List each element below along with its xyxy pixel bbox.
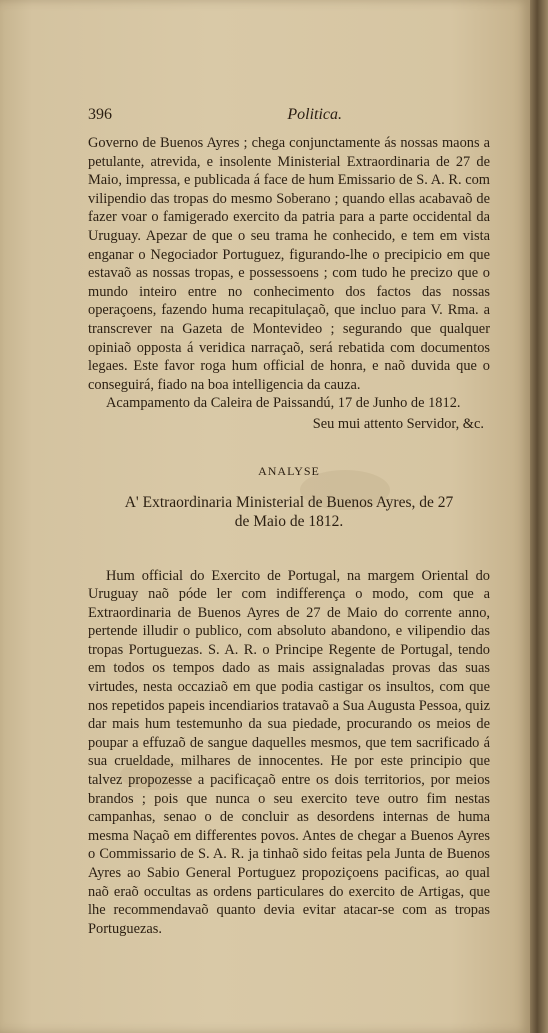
analysis-title-line-1: A' Extraordinaria Ministerial de Buenos Ayres, de 27 (124, 493, 454, 511)
letter-dateline: Acampamento da Caleira de Paissandú, 17 de Junho de 1812. (106, 395, 461, 412)
analysis-title (88, 493, 490, 531)
page-header (88, 106, 490, 124)
book-spine (530, 0, 548, 1033)
page-number: 396 (88, 106, 112, 123)
running-head: Politica. (287, 106, 342, 123)
letter-body: Governo de Buenos Ayres ; chega conjunctamente ás nossas maons a petulante, atrevida, e insolente Ministerial Extraordinaria de 27 de Maio, impressa, e publicada á face de hum Emissario de S. A. R. com vilipendio das tropas do mesmo Soberano ; quando ellas acabavaõ de fazer voar o famigerado exercito da patria para a parte occidental da Uruguay. Apezar de que o seu trama he conhecido, e tem em vista enganar o Negociador Portuguez, figurando-lhe o precipicio em que estavaõ as nossas tropas, e possessoens ; com tudo he precizo que o mundo inteiro entre no conhecimento dos factos das nossas operaçoens, fazendo huma recapitulaçaõ, que incluo para V. Rma. a transcrever na Gazeta de Montevideo ; segurando que qualquer opiniaõ opposta á veridica narraçaõ, será rebatida com documentos legaes. Este favor roga hum official de honra, e naõ duvida que o conseguirá, fiado na boa intelligencia da cauza. (88, 135, 490, 393)
section-heading: ANALYSE (258, 463, 320, 478)
letter-signoff: Seu mui attento Servidor, &c. (312, 415, 484, 432)
analysis-body: Hum official do Exercito de Portugal, na margem Oriental do Uruguay naõ póde ler com indifferença o modo, com que a Extraordinaria de Buenos Ayres de 27 de Maio do corrente anno, pertende illudir o publico, com absoluto abandono, e vilipendio das tropas Portuguezas. S. A. R. o Principe Regente de Portugal, tendo em todos os tempos dado as mais assignaladas provas das suas virtudes, nesta occaziaõ em que podia castigar os insultos, com que nos repetidos papeis incendiarios tratavaõ a Sua Augusta Pessoa, quiz dar mais hum testemunho da sua piedade, procurando os meios de poupar a effuzaõ de sangue daquelles mesmos, que tem sacrificado á sua crueldade, milhares de innocentes. He por este principio que talvez propozesse a pacificaçaõ entre os dois territorios, por meios brandos ; pois que nunca o seu exercito teve outro fim nestas campanhas, senao o de concluir as desordens internas de huma mesma Naçaõ em differentes povos. Antes de chegar a Buenos Ayres o Commissario de S. A. R. ja tinhaõ sido feitas pela Junta de Buenos Ayres ao Sabio General Portuguez propoziçoens pacificas, ao qual naõ eraõ occultas as ordens particulares do exercito de Artigas, que lhe recommendavaõ quanto devia evitar atacar-se com as tropas Portuguezas. (88, 567, 490, 937)
page-content (88, 106, 490, 938)
analysis-title-line-2: de Maio de 1812. (234, 512, 344, 530)
